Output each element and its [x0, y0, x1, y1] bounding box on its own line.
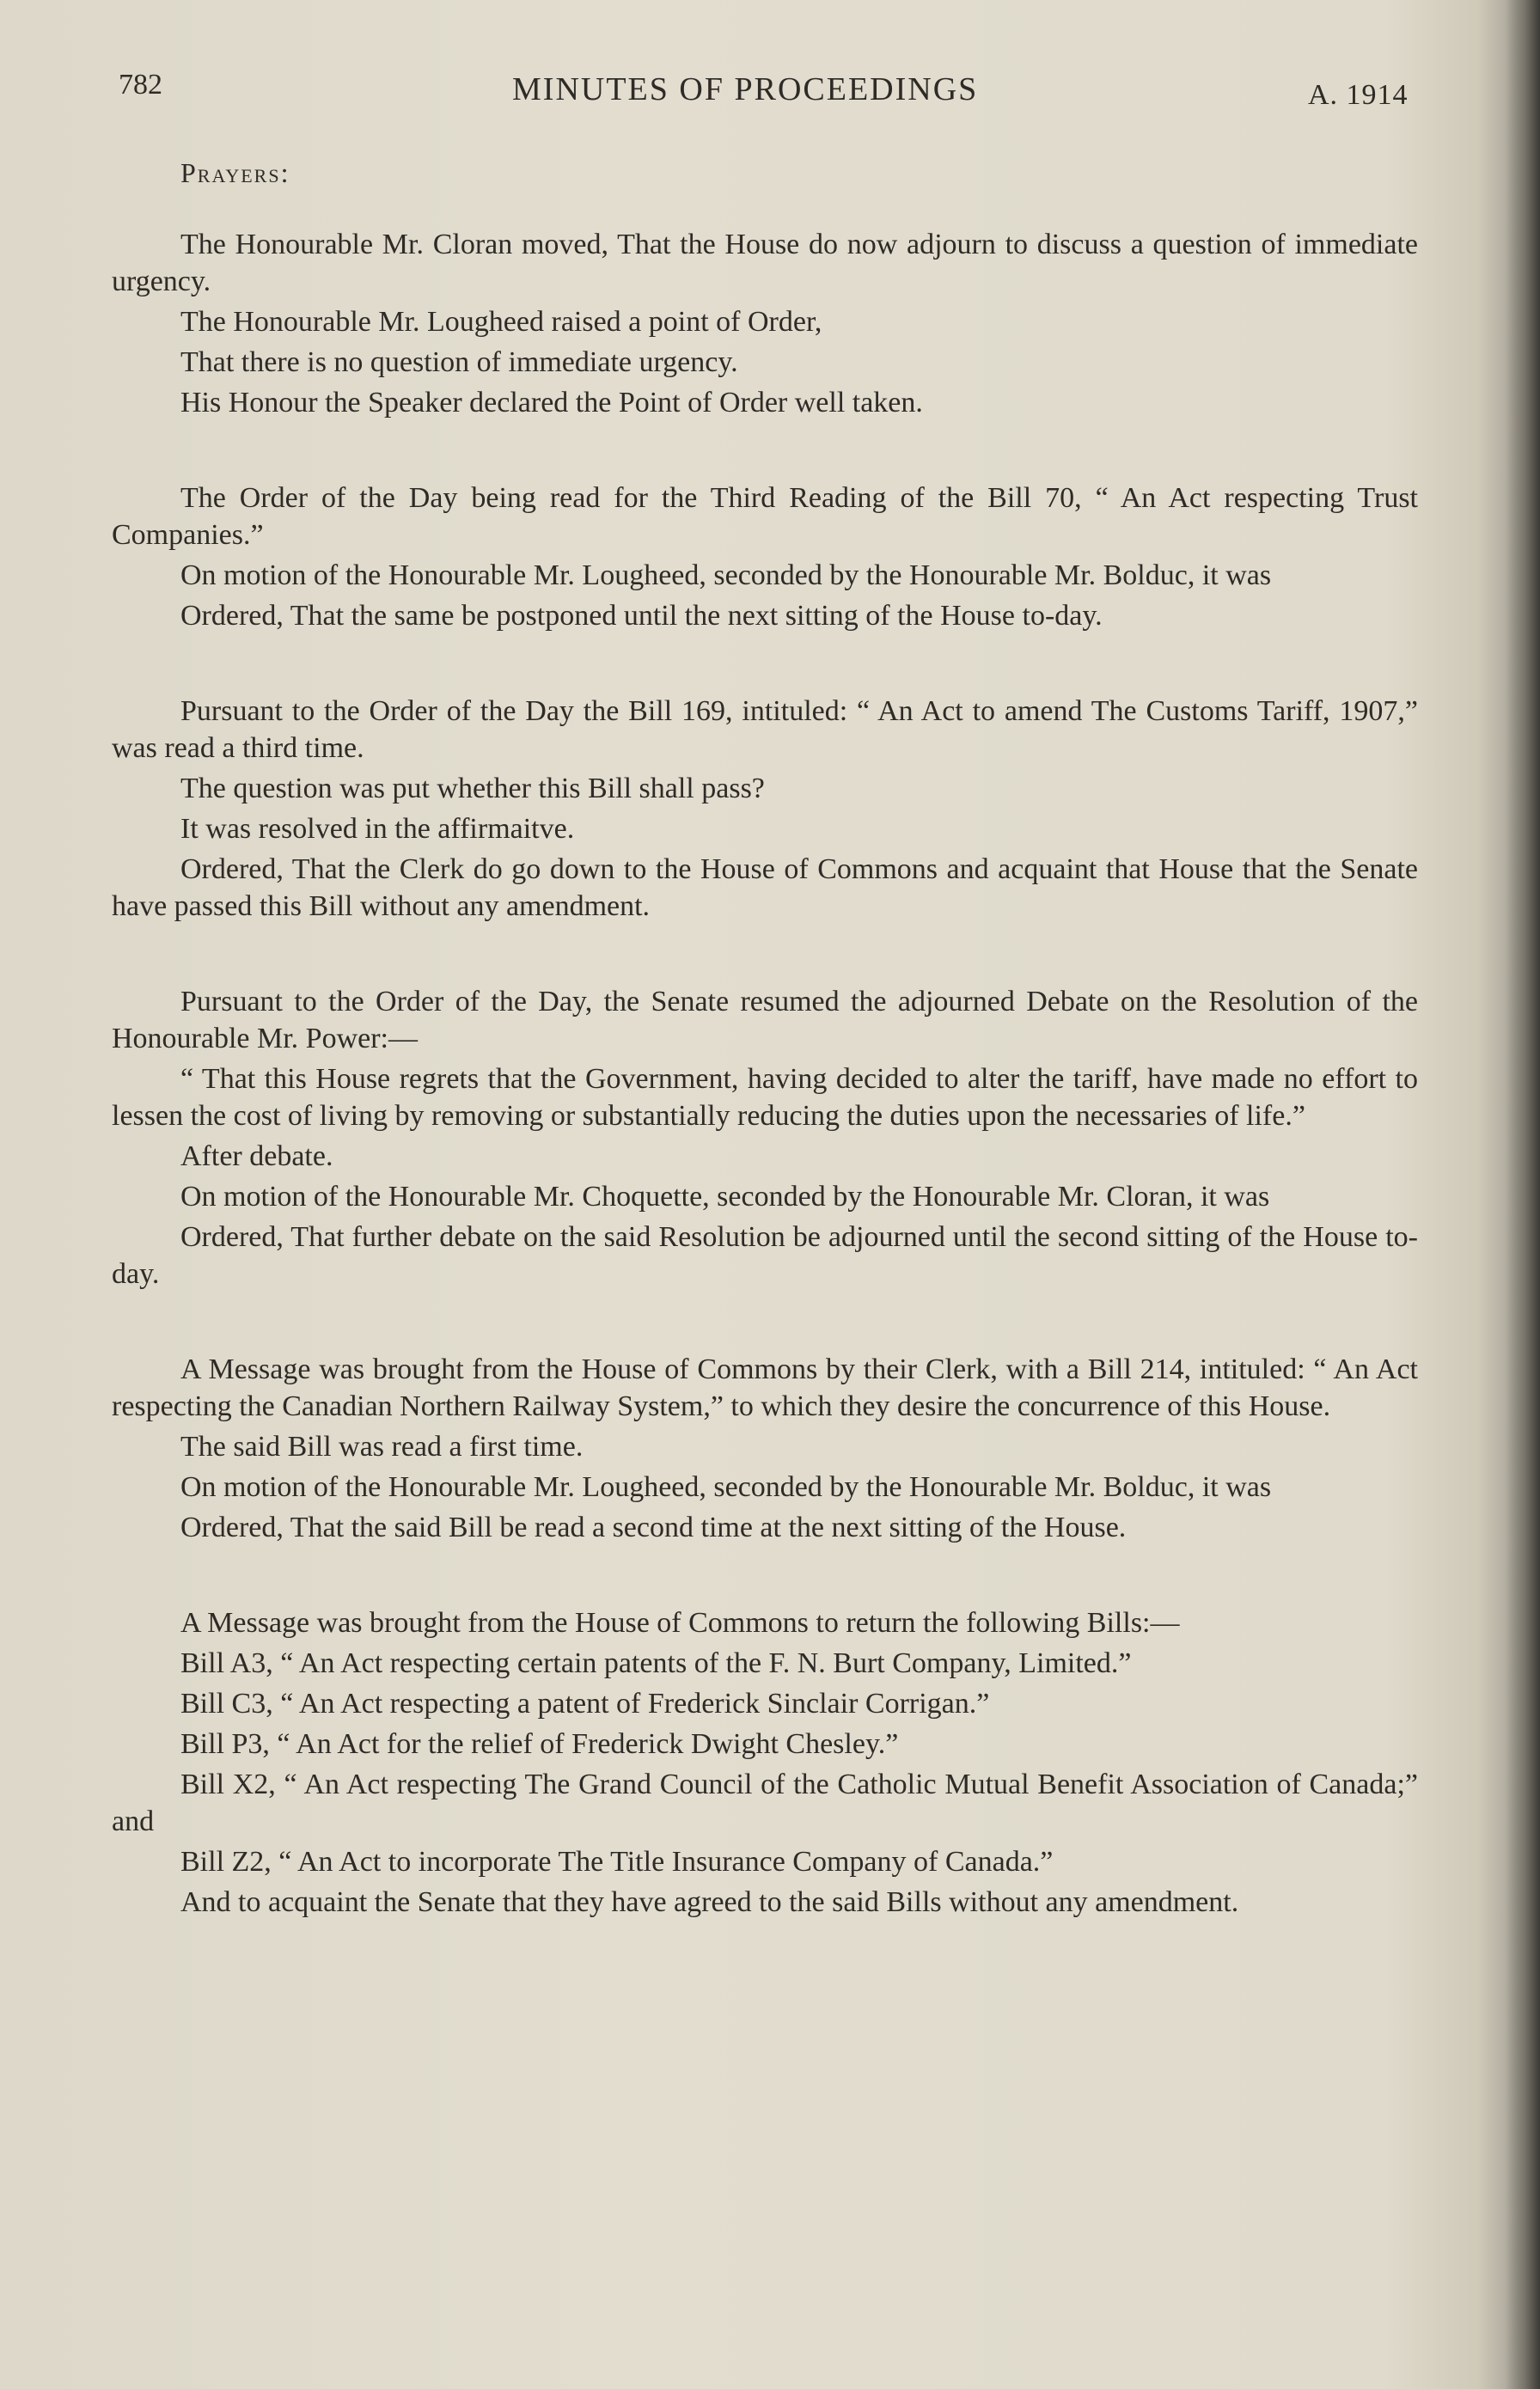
section-bill-214 [112, 1351, 1418, 1546]
paragraph: On motion of the Honourable Mr. Lougheed, seconded by the Honourable Mr. Bolduc, it was [180, 559, 1272, 591]
paragraph: “ That this House regrets that the Government, having decided to alter the tariff, have made no effort to lessen the cost of living by removing or substantially reducing the duties upon the necessaries of life.” [112, 1063, 1418, 1132]
year-label: A. 1914 [1308, 79, 1409, 111]
paragraph: On motion of the Honourable Mr. Lougheed, seconded by the Honourable Mr. Bolduc, it was [180, 1471, 1272, 1503]
bill-item: Bill C3, “ An Act respecting a patent of Frederick Sinclair Corrigan.” [180, 1688, 990, 1720]
paragraph: The Honourable Mr. Lougheed raised a point of Order, [180, 306, 822, 338]
section-heading: Prayers: [180, 157, 290, 188]
bill-item: Bill P3, “ An Act for the relief of Frederick Dwight Chesley.” [180, 1728, 899, 1760]
paragraph: Pursuant to the Order of the Day the Bill 169, intituled: “ An Act to amend The Customs Tariff, 1907,” was read a third time. [112, 695, 1418, 764]
bill-item: Bill Z2, “ An Act to incorporate The Title Insurance Company of Canada.” [180, 1846, 1054, 1878]
running-title: MINUTES OF PROCEEDINGS [512, 71, 979, 107]
paragraph: That there is no question of immediate urgency. [180, 346, 738, 378]
paragraph: The question was put whether this Bill shall pass? [180, 773, 765, 804]
paragraph: Ordered, That the same be postponed until the next sitting of the House to-day. [180, 600, 1103, 632]
paragraph: Ordered, That the said Bill be read a second time at the next sitting of the House. [180, 1512, 1127, 1543]
paragraph: It was resolved in the affirmaitve. [180, 813, 575, 845]
paragraph: Ordered, That further debate on the said Resolution be adjourned until the second sitting of the House to-day. [112, 1221, 1418, 1290]
paragraph: After debate. [180, 1140, 333, 1172]
paragraph: On motion of the Honourable Mr. Choquette, seconded by the Honourable Mr. Cloran, it was [180, 1181, 1270, 1213]
page-body [112, 155, 1418, 1924]
bill-item: Bill X2, “ An Act respecting The Grand Council of the Catholic Mutual Benefit Association of Canada;” and [112, 1769, 1418, 1837]
paragraph: His Honour the Speaker declared the Point of Order well taken. [180, 387, 923, 419]
page-header [0, 69, 1540, 120]
paragraph: The said Bill was read a first time. [180, 1431, 584, 1463]
paragraph: And to acquaint the Senate that they have agreed to the said Bills without any amendment. [180, 1886, 1239, 1918]
page-number: 782 [119, 69, 162, 101]
section-bill-169 [112, 693, 1418, 925]
paragraph: A Message was brought from the House of Commons to return the following Bills:— [180, 1607, 1180, 1639]
paragraph: The Order of the Day being read for the Third Reading of the Bill 70, “ An Act respecting Trust Companies.” [112, 482, 1418, 551]
section-returned-bills [112, 1604, 1418, 1921]
section-power-resolution [112, 983, 1418, 1292]
paragraph: Pursuant to the Order of the Day, the Senate resumed the adjourned Debate on the Resolution of the Honourable Mr. Power:— [112, 986, 1418, 1054]
paragraph: A Message was brought from the House of Commons by their Clerk, with a Bill 214, intituled: “ An Act respecting the Canadian Northern Railway System,” to which they desire the concurrence of this House. [112, 1353, 1418, 1422]
bill-item: Bill A3, “ An Act respecting certain patents of the F. N. Burt Company, Limited.” [180, 1647, 1132, 1679]
section-adjourn-motion [112, 226, 1418, 421]
section-bill-70 [112, 480, 1418, 634]
paragraph: Ordered, That the Clerk do go down to the House of Commons and acquaint that House that the Senate have passed this Bill without any amendment. [112, 853, 1418, 922]
book-edge-shadow [1506, 0, 1540, 2389]
paragraph: The Honourable Mr. Cloran moved, That the House do now adjourn to discuss a question of immediate urgency. [112, 229, 1418, 297]
